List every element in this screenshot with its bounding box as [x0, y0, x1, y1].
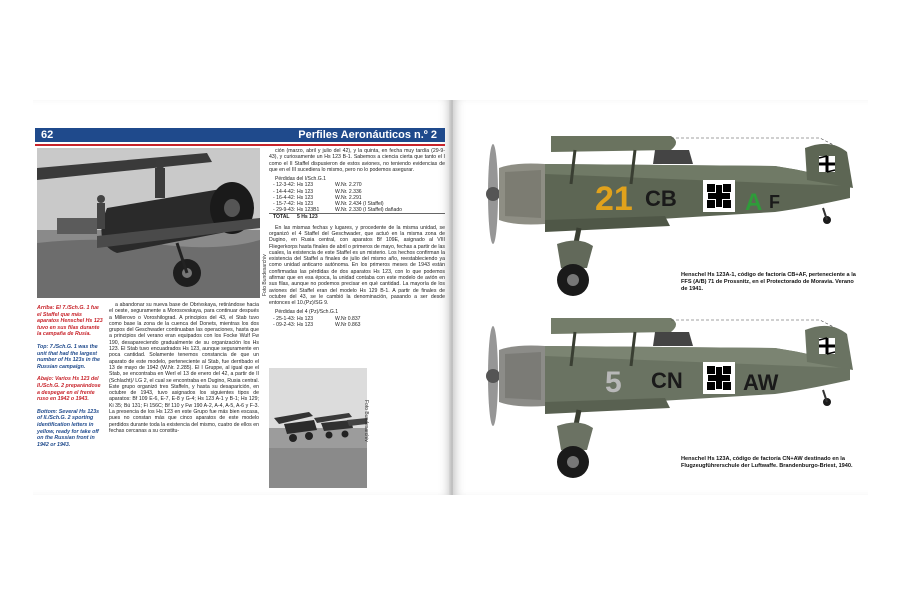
loss-type: Hs 123 — [297, 321, 314, 328]
caption-bottom-en: Bottom: Several Hs 123s of II./Sch.G. 2 sporting identification letters in yellow, ready for take off on the Russian front in 1942 or 1943. — [37, 408, 100, 448]
column-2-intro: ción (marzo, abril y julio del 42), y la quinta, en fecha muy tardía (29-9-43), y curiosamente un Hs 123 B-1. Sabemos a ciencia cierta que tanto el I como el II Staffel dispusieron de estos aviones, no teniendo evidencias de que en el III sucediera lo mismo, pero no lo podemos asegurar. — [269, 148, 445, 173]
loss-wnr: W.Nr. 2.336 — [335, 188, 362, 195]
loss-date: - 15-7-42: — [273, 201, 296, 207]
caption-plane-1: Henschel Hs 123A-1, código de factoría CB+AF, perteneciente a la FFS (A/B) 71 de Prossnitz, en el Protectorado de Moravia. Verano de 1941. — [681, 272, 856, 292]
article-column-2 — [269, 148, 445, 332]
photo-credit-2: Foto Bundesarchiv — [363, 400, 369, 442]
caption-top-es: Arriba: El 7./Sch.G. 1 fue el Staffel que más aparatos Henschel Hs 123 tuvo en sus filas durante la campaña de Rusia. — [37, 305, 103, 338]
column-1-text: a abandonar su nueva base de Obrivskaya, retirándose hacia el oeste, seguramente a Morosovskaya, para continuar después a Millerovo o Voroshilograd. A principios del 43, el Stab tuvo como base la zona de la cuenca del Donets, mientras los dos grupos del Geschwader continuaban las operaciones, hasta que a principios del verano eran equipados con los Focke Wulf Fw 190, desapareciendo gradualmente de su organización los Hs 123. El Stab tuvo encuadrados Hs 123, aunque seguramente en poca cantidad. Solamente tenemos constancia de que un aparato de este modelo, perteneciente al Stab, fue derribado el 13 de mayo de 1942 (W.Nr. 2.285). El I Gruppe, al igual que el Stab, se encontraba en Werl el 13 de enero del 42, a partir de II (Schlacht)/ LG 2, el cual se encontraba en Dugino, Rusia central. Este grupo organizó tres Staffeln, y hasta su desaparición, en octubre de 1943, tuvo asignados los siguientes tipos de aparatos: Bf 109 E-6, E-7, E-8 y G-4; Hs 123 A-1 y B-1; Hs 129; Ki 35; Bü 131; Fi 156C; Bf 110 y Fw 190 A-2, A-4, A-5, A-6 y F-3. La presencia de los Hs 123 en este Grupo fue más bien escasa, pues no constan más que cinco aparatos de este modelo perdidos durante toda la existencia del mismo, cuatro de ellos en fechas cercanas a su constitu- — [109, 302, 259, 434]
caption-plane-2: Henschel Hs 123A, código de factoría CN+AW destinado en la Flugzeugführerschule der Luftwaffe. Brandenburgo-Briest, 1940. — [681, 456, 853, 469]
plane2-code-letters: CN — [651, 368, 683, 393]
loss-type: Hs 123 — [297, 188, 314, 195]
losses-table-1-title: Pérdidas del I/Sch.G.1 — [275, 176, 326, 183]
loss-date: - 16-4-42: — [273, 194, 296, 201]
plane1-letter-f: F — [769, 192, 780, 212]
loss-type: Hs 123 — [297, 194, 314, 201]
caption-bottom-es: Abajo: Varios Hs 123 del II./Sch.G. 2 preparándose a despegar en el frente ruso en 1942 o 1943. — [37, 376, 101, 403]
loss-wnr: W.Nr. 2.270 — [335, 182, 362, 189]
caption-column — [37, 305, 103, 454]
loss-date: - 12-3-42: — [273, 182, 296, 189]
header-rule — [35, 144, 445, 146]
loss-wnr: W.Nr 0.837 — [335, 315, 361, 322]
loss-type: Hs 123 — [297, 201, 314, 207]
loss-wnr: W.Nr 0.863 — [335, 321, 361, 328]
total-value: 5 Hs 123 — [297, 214, 318, 221]
page-number: 62 — [41, 129, 54, 141]
loss-date: - 25-1-43: — [273, 315, 296, 322]
photo-credit-1: Foto Bundesarchiv — [262, 254, 268, 296]
loss-date: - 29-9-43: — [273, 207, 296, 214]
loss-type: Hs 123 — [297, 315, 314, 322]
losses-table-1 — [269, 176, 445, 220]
photo-aircraft-lineup — [269, 368, 367, 488]
right-page — [453, 100, 868, 495]
magazine-title: Perfiles Aeronáuticos n.º 2 — [298, 129, 437, 141]
plane1-letter-a: A — [745, 189, 763, 216]
magazine-spread — [33, 100, 868, 495]
loss-wnr: W.Nr. 2.291 — [335, 194, 362, 201]
loss-wnr: W.Nr. 2.330 (I Staffel) dañado — [335, 207, 403, 214]
losses-table-2-title: Pérdidas del 4 (Pz)/Sch.G.1 — [275, 309, 339, 316]
article-column-1 — [109, 302, 259, 437]
loss-date: - 14-4-42: — [273, 188, 296, 195]
loss-type: Hs 123B1 — [297, 207, 320, 214]
loss-type: Hs 123 — [297, 182, 314, 189]
photo-mechanics-illustration — [37, 148, 260, 298]
page-header — [35, 128, 445, 142]
table-total-row — [269, 213, 445, 220]
photo-lineup-illustration — [269, 368, 367, 488]
plane1-code-number: 21 — [595, 180, 633, 218]
losses-table-2 — [269, 309, 445, 328]
plane1-code-letters: CB — [645, 186, 677, 211]
plane2-code-number: 5 — [605, 366, 622, 399]
loss-date: - 09-2-43: — [273, 321, 296, 328]
plane2-code-letters-2: AW — [743, 370, 779, 395]
table-row — [269, 207, 445, 213]
caption-top-en: Top: 7./Sch.G. 1 was the unit that had the largest number of Hs 123s in the Russian campaign. — [37, 343, 100, 370]
total-label: TOTAL — [273, 214, 290, 221]
left-page — [33, 100, 451, 495]
table-row — [269, 322, 445, 328]
loss-wnr: W.Nr. 2.434 (I Staffel) — [335, 201, 384, 207]
photo-mechanics-aircraft — [37, 148, 260, 298]
column-2-text: En las mismas fechas y lugares, y procedente de la misma unidad, se organizó el 4 Staffel del Geschwader, que actuó en la misma zona de Dugino, en Rusia central, con aparatos Bf 109E, asignado al VIII Fliegerkorps hasta finales de abril o primeros de mayo, fechas a partir de las cuales, la existencia de este Staffel es un misterio. Los hechos confirman la existencia del Staffel a finales de julio del mismo año, reestableciendo ya como unidad anticarro autónoma. En los primeros meses de 1943 están confirmadas las pérdidas de dos aparatos Hs 123, con lo que podemos afirmar que en esa época, la unidad contaba con este modelo de avión en sus filas, aunque no podemos precisar en qué cantidad. La mayoría de los aviones del Staffel eran del modelo Hs 129 B-1. A partir de finales de octubre del 43, se le cambió la denominación, pasando a ser desde entonces el 10.(Pz)/SG 9. — [269, 224, 445, 307]
